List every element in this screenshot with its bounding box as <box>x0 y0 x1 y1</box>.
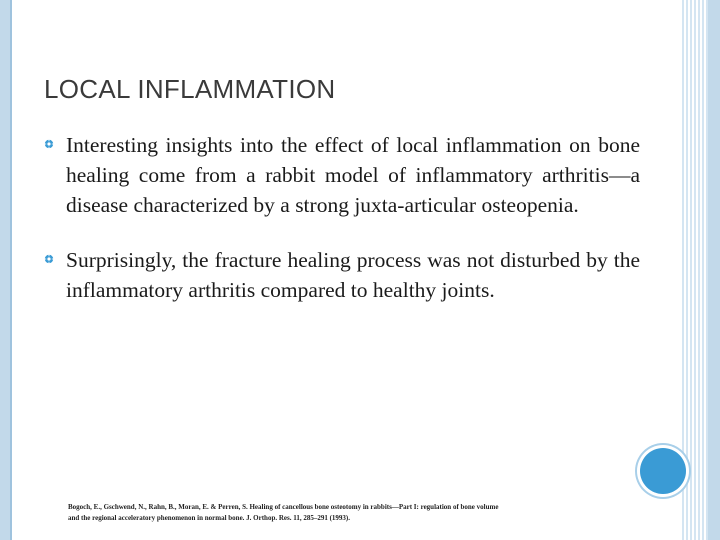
right-border-decoration <box>708 0 720 540</box>
bullet-text: Interesting insights into the effect of local inflammation on bone healing come from a rabbit model of inflammatory arthritis—a disease characterized by a strong juxta-articular osteopenia. <box>66 133 640 217</box>
bullet-list <box>44 130 640 330</box>
citation <box>68 502 648 524</box>
circle-decoration <box>640 448 686 494</box>
left-border-line <box>10 0 12 540</box>
gear-bullet-icon <box>44 139 54 149</box>
gear-bullet-icon <box>44 254 54 264</box>
citation-line: Bogoch, E., Gschwend, N., Rahn, B., Moran, E. & Perren, S. Healing of cancellous bone osteotomy in rabbits—Part I: regulation of bone volume <box>68 503 499 511</box>
bullet-item <box>44 245 640 305</box>
bullet-text: Surprisingly, the fracture healing process was not disturbed by the inflammatory arthritis compared to healthy joints. <box>66 248 640 302</box>
citation-line: and the regional acceleratory phenomenon in normal bone. J. Orthop. Res. 11, 285–291 (1993). <box>68 514 351 522</box>
bullet-item <box>44 130 640 220</box>
slide-title: LOCAL INFLAMMATION <box>44 74 336 104</box>
